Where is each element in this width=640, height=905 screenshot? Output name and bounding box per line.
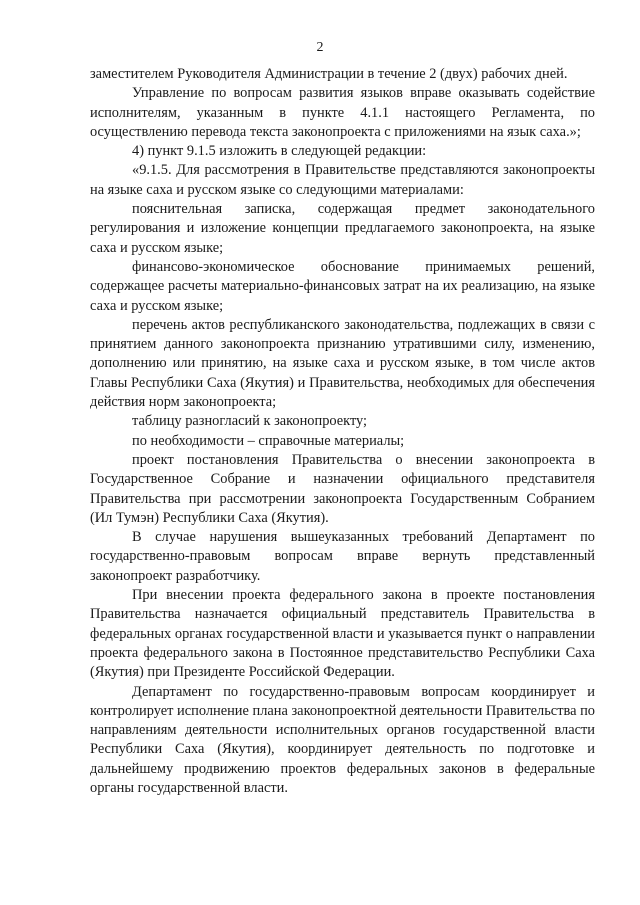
paragraph: Департамент по государственно-правовым вопросам координирует и контролирует исполнение плана законопроектной деятельности Правительства по направлениям деятельности исполнительных органов государственной власти Республики Саха (Якутия), координирует деятельность по подготовке и дальнейшему продвижению проектов федеральных законов в федеральные органы государственной власти. xyxy=(90,683,595,796)
document-body xyxy=(90,65,595,798)
paragraph: В случае нарушения вышеуказанных требований Департамент по государственно-правовым вопросам вправе вернуть представленный законопроект разработчику. xyxy=(90,529,595,584)
paragraph: по необходимости – справочные материалы; xyxy=(132,432,405,449)
paragraph: перечень актов республиканского законодательства, подлежащих в связи с принятием данного законопроекта признанию утратившими силу, изменению, дополнению или принятию, на языке саха и русском языке, в том числе актов Главы Республики Саха (Якутия) и Правительства, необходимых для обеспечения действия норм законопроекта; xyxy=(90,316,595,411)
paragraph: заместителем Руководителя Администрации в течение 2 (двух) рабочих дней. xyxy=(90,66,568,82)
paragraph: пояснительная записка, содержащая предмет законодательного регулирования и изложение концепции предлагаемого законопроекта, на языке саха и русском языке; xyxy=(90,201,595,256)
page-number: 2 xyxy=(316,40,324,55)
paragraph: таблицу разногласий к законопроекту; xyxy=(132,413,368,430)
paragraph: При внесении проекта федерального закона в проекте постановления Правительства назначается официальный представитель Правительства в федеральных органах государственной власти и указывается пункт о направлении проекта федерального закона в Постоянное представительство Республики Саха (Якутия) при Президенте Российской Федерации. xyxy=(90,587,595,681)
paragraph: 4) пункт 9.1.5 изложить в следующей редакции: xyxy=(132,143,427,160)
paragraph: проект постановления Правительства о внесении законопроекта в Государственное Собрание и назначении официального представителя Правительства при рассмотрении законопроекта Государственным Собранием (Ил Тумэн) Республики Саха (Якутия). xyxy=(90,451,595,526)
paragraph: Управление по вопросам развития языков вправе оказывать содействие исполнителям, указанным в пункте 4.1.1 настоящего Регламента, по осуществлению перевода текста законопроекта с приложениями на язык саха.»; xyxy=(90,85,595,140)
paragraph: финансово-экономическое обоснование принимаемых решений, содержащее расчеты материально-финансовых затрат на их реализацию, на языке саха и русском языке; xyxy=(90,258,595,314)
paragraph: «9.1.5. Для рассмотрения в Правительстве представляются законопроекты на языке саха и русском языке со следующими материалами: xyxy=(90,162,595,198)
